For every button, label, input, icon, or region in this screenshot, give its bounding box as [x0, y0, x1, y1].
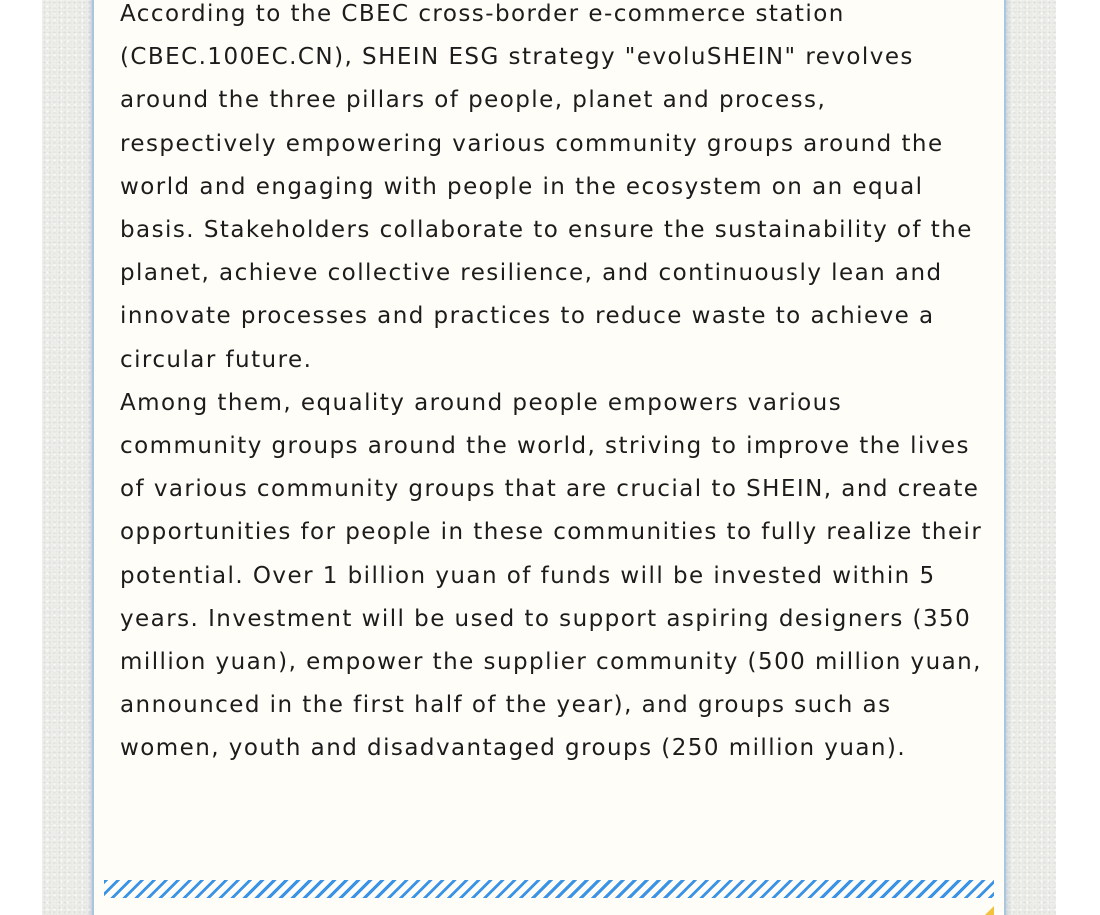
article-paragraph-1: According to the CBEC cross-border e-commerce station (CBEC.100EC.CN), SHEIN ESG strategy "evoluSHEIN" revolves around the three pillars of people, planet and process, respectively empowering various community groups around the world and engaging with people in the ecosystem on an equal basis. Stakeholders collaborate to ensure the sustainability of the planet, achieve collective resilience, and continuously lean and innovate processes and practices to reduce waste to achieve a circular future.: [120, 1, 973, 373]
article-body: [120, 0, 990, 771]
corner-accent-icon: [984, 906, 994, 915]
decorative-stripe-divider: [104, 880, 994, 898]
article-paragraph-2: Among them, equality around people empowers various community groups around the world, striving to improve the lives of various community groups that are crucial to SHEIN, and create opportunities for people in these communities to fully realize their potential. Over 1 billion yuan of funds will be invested within 5 years. Investment will be used to support aspiring designers (350 million yuan), empower the supplier community (500 million yuan, announced in the first half of the year), and groups such as women, youth and disadvantaged groups (250 million yuan).: [120, 389, 983, 762]
